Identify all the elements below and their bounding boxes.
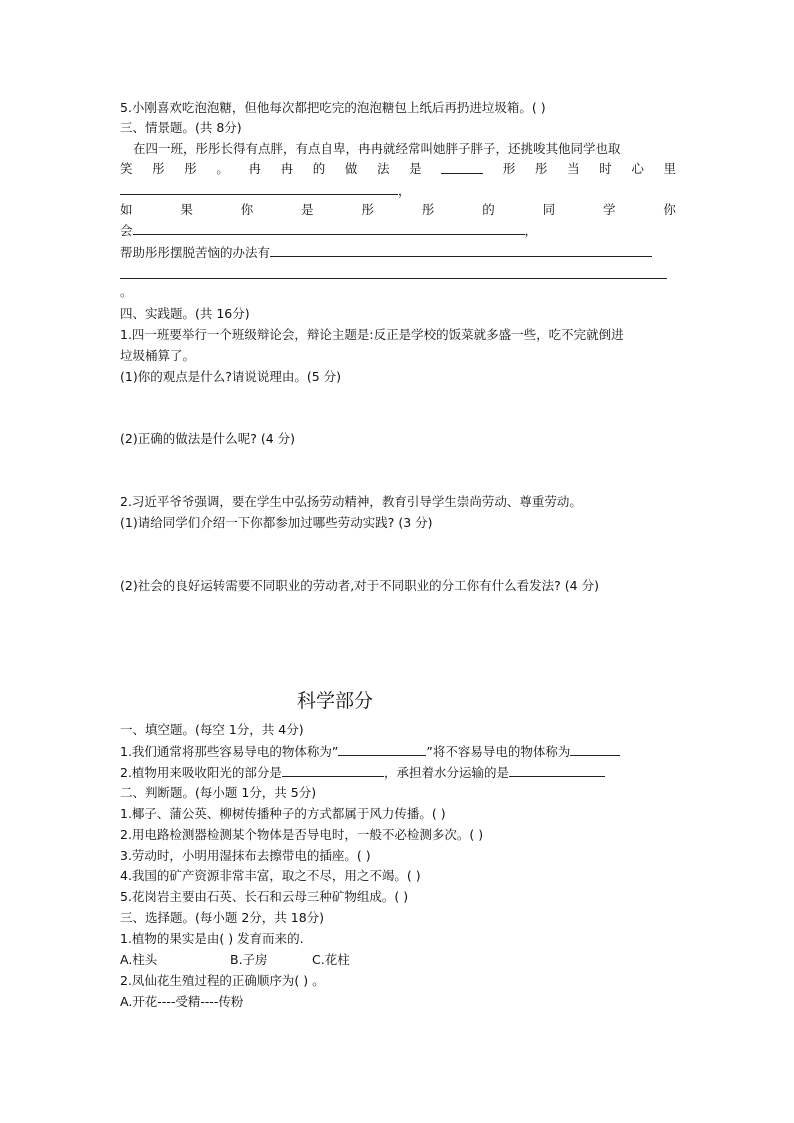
section-4-heading: 四、实践题。(共 16分)	[120, 306, 250, 321]
answer-blank[interactable]	[270, 244, 652, 257]
practice-1-question-2: (2)正确的做法是什么呢? (4 分)	[120, 431, 295, 446]
comma: ，	[398, 183, 411, 198]
science-section-3-heading: 三、选择题。(每小题 2分，共 18分)	[120, 910, 325, 925]
char: 果	[180, 202, 193, 217]
judge-question-3: 3.劳动时，小明用湿抹布去擦带电的插座。( )	[120, 848, 371, 863]
choice-question-1: 1.植物的果实是由( ) 发育而来的.	[120, 931, 304, 946]
scenario-line-5	[120, 222, 676, 239]
char: 做	[344, 161, 358, 176]
question-5: 5.小刚喜欢吃泡泡糖，但他每次都把吃完的泡泡糖包上纸后再扔进垃圾箱。( )	[120, 100, 546, 115]
text: 2.植物用来吸收阳光的部分是	[120, 765, 282, 780]
practice-1-line-2: 垃圾桶算了。	[120, 348, 196, 363]
answer-blank[interactable]	[120, 182, 398, 195]
char: 的	[312, 161, 326, 176]
text: 1.我们通常将那些容易导电的物体称为”	[120, 744, 339, 759]
scenario-line-1: 在四一班，彤彤长得有点胖，有点自卑，冉冉就经常叫她胖子胖子，还挑唆其他同学也取	[133, 141, 621, 156]
practice-1-question-1: (1)你的观点是什么?请说说理由。(5 分)	[120, 369, 342, 384]
char: 时	[599, 161, 612, 176]
option-c[interactable]: C.花柱	[312, 952, 350, 967]
practice-1-line-1: 1.四一班要举行一个班级辩论会，辩论主题是:反正是学校的饭菜就多盛一些，吃不完就倒进	[120, 327, 624, 342]
char: 是	[409, 161, 422, 176]
scenario-line-2	[120, 161, 676, 177]
label: 帮助彤彤摆脱苦恼的办法有	[120, 245, 271, 260]
char: 彤	[184, 161, 197, 176]
scenario-line-6	[120, 244, 676, 261]
section-3-heading: 三、情景题。(共 8分)	[120, 120, 242, 135]
fill-question-2	[120, 764, 676, 781]
option-b[interactable]: B.子房	[230, 952, 268, 967]
fill-question-1	[120, 743, 676, 760]
comma: ，	[524, 223, 538, 238]
answer-blank[interactable]	[570, 743, 620, 756]
choice-question-2-option-a[interactable]: A.开花----受精----传粉	[120, 994, 244, 1009]
char: 法	[377, 161, 390, 176]
char: 彤	[152, 161, 165, 176]
char: 你	[663, 202, 676, 217]
label: 会	[120, 223, 133, 238]
answer-blank[interactable]	[509, 764, 605, 777]
char: 冉	[280, 161, 294, 176]
char: 彤	[421, 202, 435, 217]
char: 是	[301, 202, 314, 217]
char: 彤	[361, 202, 375, 217]
char: 学	[603, 202, 616, 217]
scenario-line-4	[120, 202, 676, 218]
judge-question-4: 4.我国的矿产资源非常丰富，取之不尽，用之不竭。( )	[120, 868, 421, 883]
answer-line[interactable]	[120, 278, 667, 279]
science-section-2-heading: 二、判断题。(每小题 1分，共 5分)	[120, 785, 317, 800]
char: 彤	[534, 161, 548, 176]
judge-question-1: 1.椰子、蒲公英、柳树传播种子的方式都属于风力传播。( )	[120, 806, 446, 821]
answer-blank[interactable]	[338, 743, 426, 756]
char: 如	[120, 202, 133, 217]
practice-2-question-1: (1)请给同学们介绍一下你都参加过哪些劳动实践? (3 分)	[120, 515, 433, 530]
judge-question-5: 5.花岗岩主要由石英、长石和云母三种矿物组成。( )	[120, 889, 409, 904]
text: ”将不容易导电的物体称为	[426, 744, 571, 759]
science-section-1-heading: 一、填空题。(每空 1分，共 4分)	[120, 722, 304, 737]
char: 你	[240, 202, 254, 217]
answer-blank[interactable]	[133, 222, 525, 235]
scenario-line-3	[120, 182, 676, 199]
char: 的	[482, 202, 495, 217]
char: 冉	[248, 161, 262, 176]
char: 心	[631, 161, 644, 176]
choice-question-2: 2.凤仙花生殖过程的正确顺序为( ) 。	[120, 973, 325, 988]
answer-blank[interactable]	[282, 764, 384, 777]
char: 笑	[120, 161, 133, 176]
text: ，承担着水分运输的是	[383, 765, 509, 780]
char: 。	[216, 161, 229, 176]
char: 形	[502, 161, 516, 176]
period: 。	[120, 284, 133, 299]
practice-2-question-2: (2)社会的良好运转需要不同职业的劳动者,对于不同职业的分工你有什么看发法? (4 分)	[120, 578, 599, 593]
judge-question-2: 2.用电路检测器检测某个物体是否导电时，一般不必检测多次。( )	[120, 827, 484, 842]
practice-2-line-1: 2.习近平爷爷强调，要在学生中弘扬劳动精神，教育引导学生崇尚劳动、尊重劳动。	[120, 494, 582, 509]
char: 当	[567, 161, 580, 176]
answer-blank[interactable]	[441, 161, 483, 174]
option-a[interactable]: A.柱头	[120, 952, 158, 967]
science-title: 科学部分	[296, 690, 373, 712]
char: 里	[663, 161, 676, 176]
char: 同	[542, 202, 556, 217]
